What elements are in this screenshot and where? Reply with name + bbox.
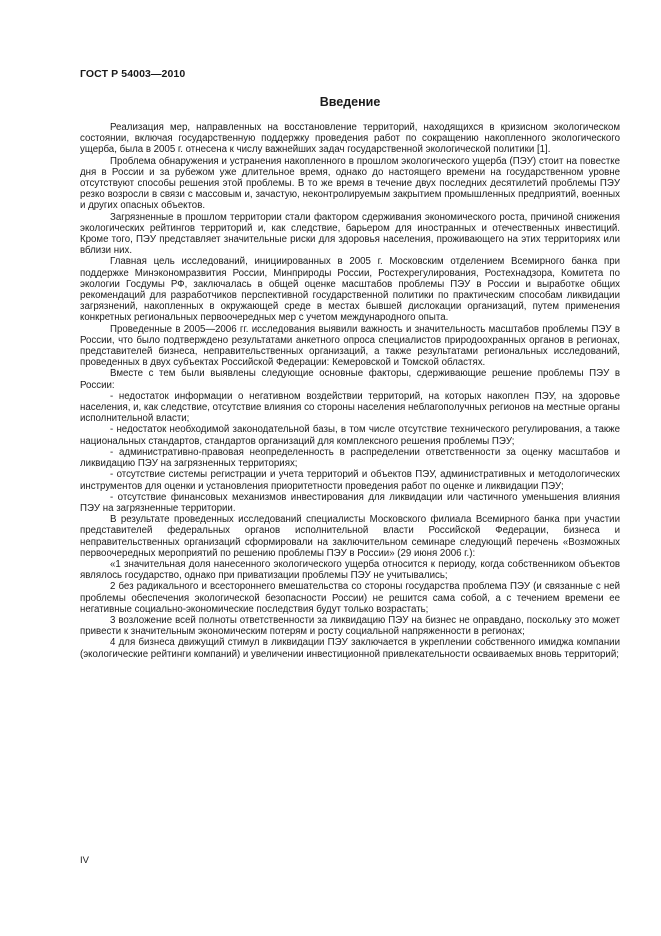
list-item: - административно-правовая неопределенность в распределении ответственности за оценку масштабов и ликвидацию ПЭУ на загрязненных территориях; — [80, 446, 620, 470]
list-item: - отсутствие системы регистрации и учета территорий и объектов ПЭУ, административных и методологических инструментов для оценки и установления приоритетности проведения работ по оценке и ликвидации ПЭУ; — [80, 469, 620, 492]
list-item: 4 для бизнеса движущий стимул в ликвидации ПЭУ заключается в укреплении собственного имиджа компании (экологические рейтинги компаний) и увеличении инвестиционной привлекательности осваиваемых вновь территорий; — [80, 637, 620, 660]
list-item: 3 возложение всей полноты ответственности за ликвидацию ПЭУ на бизнес не оправдано, поскольку это может привести к значительным экономическим потерям и росту социальной напряженности в регионах; — [80, 614, 620, 638]
list-item: - отсутствие финансовых механизмов инвестирования для ликвидации или частичного уменьшения влияния ПЭУ на загрязненные территории. — [80, 491, 620, 514]
section-title: Введение — [319, 95, 381, 109]
paragraph: Реализация мер, направленных на восстановление территорий, находящихся в кризисном экологическом состоянии, включая государственную поддержку проведения работ по сокращению накопленного экологического ущерба, была в 2005 г. отнесена к числу важнейших задач государственной экологической политики [1]. — [80, 122, 620, 156]
paragraph: Проведенные в 2005—2006 гг. исследования выявили важность и значительность масштабов проблемы ПЭУ в России, что было подтверждено результатами анкетного опроса специалистов природоохранных органов в регионах, представителей бизнеса, неправительственных организаций, а также результатами региональных исследований, проведенных в двух субъектах Российской Федерации: Кемеровской и Томской областях. — [80, 323, 620, 369]
list-item: «1 значительная доля нанесенного экологического ущерба относится к периоду, когда собственником объектов являлось государство, однако при приватизации проблемы ПЭУ не учитывались; — [80, 558, 620, 582]
list-item: 2 без радикального и всестороннего вмешательства со стороны государства проблема ПЭУ (и связанные с ней проблемы обеспечения экологической безопасности России) не решится сама собой, а с течением времени ее негативные социально-экономические последствия будут только возрастать; — [80, 581, 620, 615]
body-text — [80, 122, 620, 660]
document-identifier: ГОСТ Р 54003—2010 — [80, 68, 186, 80]
paragraph: Вместе с тем были выявлены следующие основные факторы, сдерживающие решение проблемы ПЭУ в России: — [80, 368, 620, 391]
page-number: IV — [80, 855, 89, 866]
paragraph: В результате проведенных исследований специалисты Московского филиала Всемирного банка при участии представителей федеральных органов исполнительной власти Российской Федерации, бизнеса и неправительственных организаций сформировали на заключительном семинаре следующий перечень «Возможных первоочередных мероприятий по решению проблемы ПЭУ в России» (29 июня 2006 г.): — [80, 514, 620, 559]
paragraph: Проблема обнаружения и устранения накопленного в прошлом экологического ущерба (ПЭУ) стоит на повестке дня в России и за рубежом уже длительное время, однако до настоящего времени на государственном уровне отсутствуют способы решения этой проблемы. В то же время в течение двух последних десятилетий проблемы ПЭУ резко возросли в связи с массовым и, зачастую, неконтролируемым закрытием промышленных предприятий, военных и других опасных объектов. — [80, 155, 620, 212]
list-item: - недостаток информации о негативном воздействии территорий, на которых накоплен ПЭУ, на здоровье населения, и, как следствие, отсутствие влияния со стороны населения неблагополучных регионов на местные органы исполнительной власти; — [80, 390, 620, 425]
paragraph: Главная цель исследований, инициированных в 2005 г. Московским отделением Всемирного банка при поддержке Минэкономразвития России, Минприроды России, Ростехрегулирования, Ростехнадзора, Комитета по экологии Госдумы РФ, заключалась в общей оценке масштабов проблемы ПЭУ в России и выработке общих рекомендаций для разработчиков перспективной государственной политики по практическим способам ликвидации загрязнений, накопленных в окружающей среде в местах бывшей дислокации организаций, путем применения конкретных региональных первоочередных мер с учетом международного опыта. — [80, 256, 620, 324]
list-item: - недостаток необходимой законодательной базы, в том числе отсутствие технического регулирования, а также национальных стандартов, стандартов организаций для комплексного решения проблемы ПЭУ; — [80, 424, 620, 447]
paragraph: Загрязненные в прошлом территории стали фактором сдерживания экономического роста, причиной снижения экологических рейтингов территорий и, как следствие, барьером для иностранных и отечественных инвестиций. Кроме того, ПЭУ представляет значительные риски для здоровья населения, проживающего на этих территориях или вблизи них. — [80, 211, 620, 257]
